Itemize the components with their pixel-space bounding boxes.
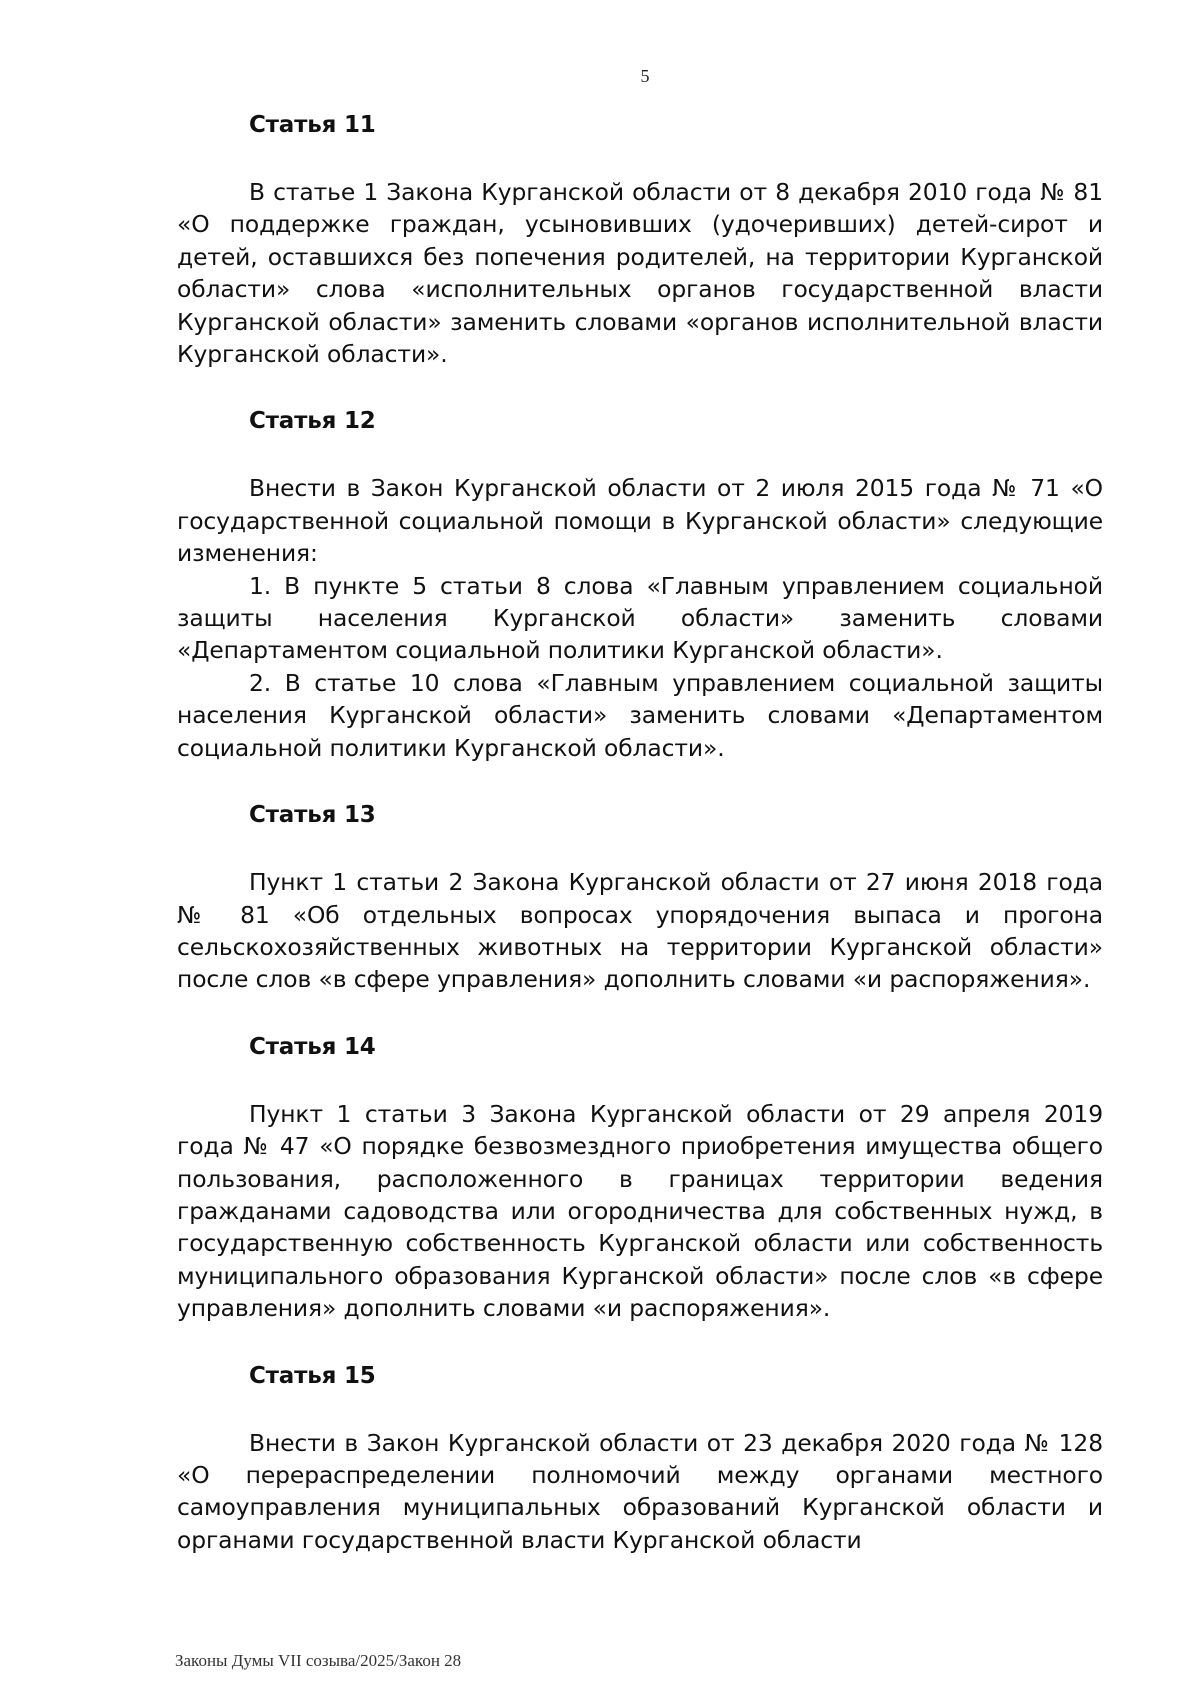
page-number: 5	[640, 66, 650, 86]
article-paragraph: Пункт 1 статьи 3 Закона Курганской области от 29 апреля 2019 года № 47 «О порядке безвозмездного приобретения имущества общего пользования, расположенного в границах территории ведения гражданами садоводства или огородничества для собственных нужд, в государственную собственность Курганской области или собственность муниципального образования Курганской области» после слов «в сфере управления» дополнить словами «и распоряжения».	[177, 1099, 1103, 1323]
article-paragraph: В статье 1 Закона Курганской области от 8 декабря 2010 года № 81 «О поддержке граждан, усыновивших (удочеривших) детей-сирот и детей, оставшихся без попечения родителей, на территории Курганской области» слова «исполнительных органов государственной власти Курганской области» заменить словами «органов исполнительной власти Курганской области».	[177, 178, 1103, 369]
article-paragraph: Внести в Закон Курганской области от 23 декабря 2020 года № 128 «О перераспределении полномочий между органами местного самоуправления муниципальных образований Курганской области и органами государственной власти Курганской области	[177, 1428, 1103, 1554]
article-heading: Статья 15	[249, 1362, 376, 1389]
article-heading: Статья 12	[249, 408, 376, 435]
article-11	[177, 112, 1103, 370]
article-heading: Статья 13	[249, 802, 376, 829]
article-paragraph: Пункт 1 статьи 2 Закона Курганской области от 27 июня 2018 года № 81 «Об отдельных вопросах упорядочения выпаса и прогона сельскохозяйственных животных на территории Курганской области» после слов «в сфере управления» дополнить словами «и распоряжения».	[177, 868, 1103, 994]
article-12	[177, 408, 1103, 764]
article-13	[177, 802, 1103, 996]
article-14	[177, 1034, 1103, 1325]
article-paragraph: 1. В пункте 5 статьи 8 слова «Главным управлением социальной защиты населения Курганской области» заменить словами «Департаментом социальной политики Курганской области».	[177, 571, 1103, 665]
article-paragraph: Внести в Закон Курганской области от 2 июля 2015 года № 71 «О государственной социальной помощи в Курганской области» следующие изменения:	[177, 474, 1103, 568]
document-footer: Законы Думы VII созыва/2025/Закон 28	[175, 1651, 462, 1670]
article-heading: Статья 11	[249, 112, 376, 138]
article-15	[177, 1363, 1103, 1557]
article-heading: Статья 14	[249, 1033, 376, 1060]
document-body	[177, 112, 1103, 1556]
article-paragraph: 2. В статье 10 слова «Главным управлением социальной защиты населения Курганской области» заменить словами «Департаментом социальной политики Курганской области».	[177, 668, 1103, 762]
